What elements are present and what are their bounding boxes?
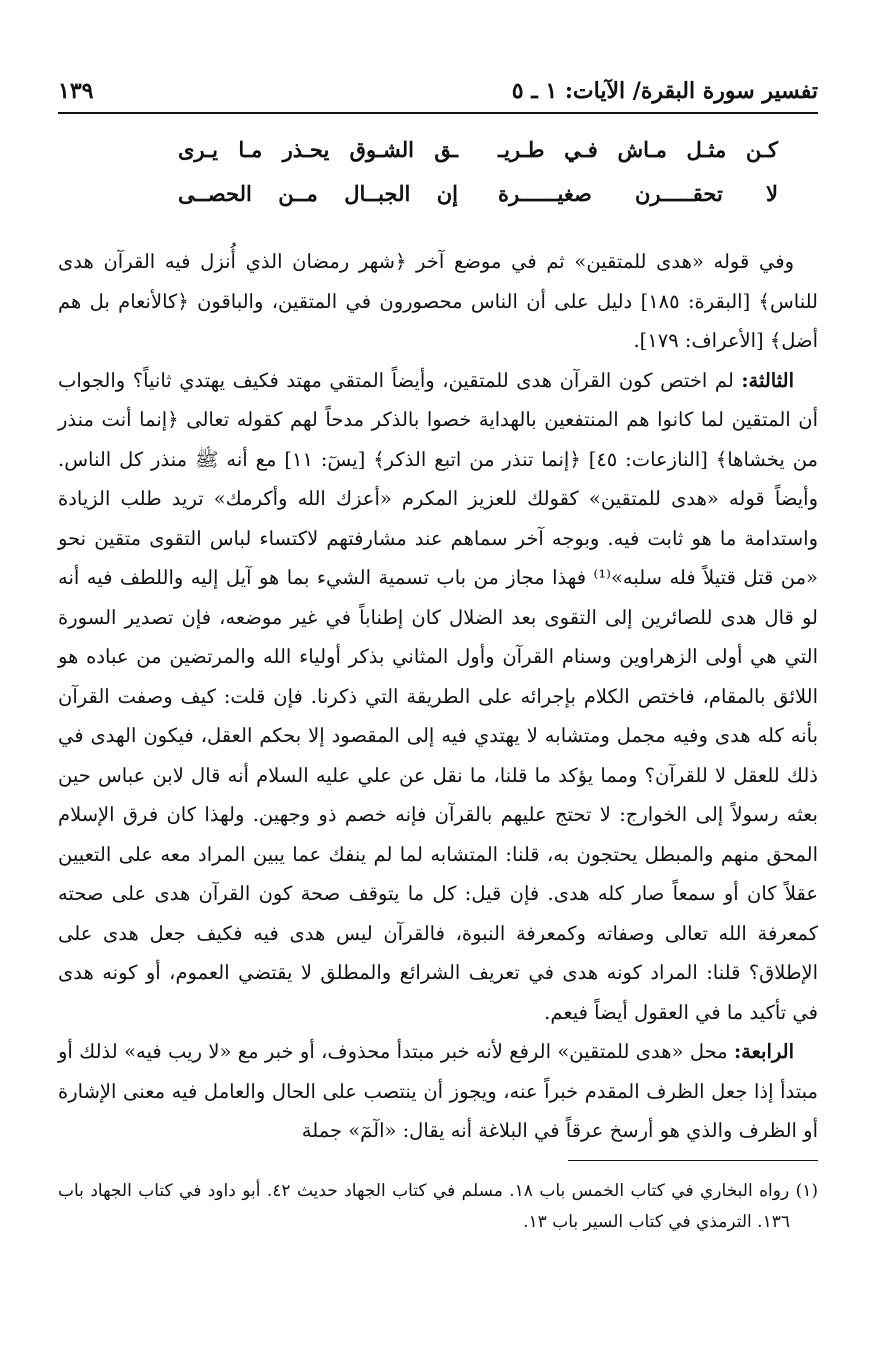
page-number: ١٣٩ xyxy=(58,78,94,104)
poem-second-hemistich: إن الجبــال مــن الحصــى xyxy=(178,181,458,206)
footnote: (١) رواه البخاري في كتاب الخمس باب ١٨. مسلم في كتاب الجهاد حديث ٤٢. أبو داود في كتاب الجهاد باب ١٣٦. الترمذي في كتاب السير باب ١٣. xyxy=(58,1181,818,1232)
paragraph xyxy=(58,361,818,1033)
running-header-title: تفسير سورة البقرة/ الآيات: ١ ـ ٥ xyxy=(511,78,818,104)
paragraph-lead: الرابعة: xyxy=(733,1040,794,1063)
poem-first-hemistich: لا تحقـــــرن صغيــــــرة xyxy=(498,181,778,206)
running-header xyxy=(58,78,818,114)
poem-verses xyxy=(178,128,778,216)
paragraph-text: لم اختص كون القرآن هدى للمتقين، وأيضاً المتقي مهتد فكيف يهتدي ثانياً؟ والجواب أن المتقين لما كانوا هم المنتفعين بالهداية خصوا بالذكر مدحاً لهم كقوله تعالى ﴿إنما أنت منذر من يخشاها﴾ [النازعات: ٤٥] ﴿إنما تنذر من اتبع الذكر﴾ [يسٓ: ١١] مع أنه ﷺ منذر كل الناس. وأيضاً قوله «هدى للمتقين» كقولك للعزيز المكرم «أعزك الله وأكرمك» تريد طلب الزيادة واستدامة ما هو ثابت فيه. وبوجه آخر سماهم عند مشارفتهم لاكتساء لباس التقوى متقين نحو «من قتل قتيلاً فله سلبه»⁽¹⁾ فهذا مجاز من باب تسمية الشيء بما هو آيل إليه واللطف فيه أنه لو قال هدى للصائرين إلى التقوى بعد الضلال كان إطناباً في غير موضعه، فإن تصدير السورة التي هي أولى الزهراوين وسنام القرآن وأول المثاني بذكر أولياء الله والمرتضين من عباده هو اللائق بالمقام، فاختص الكلام بإجرائه على الطريقة التي ذكرنا. فإن قلت: كيف وصفت القرآن بأنه كله هدى وفيه مجمل ومتشابه لا يهتدي فيه إلى المقصود إلا بحكم العقل، فيكون الهدى في ذلك للعقل لا للقرآن؟ ومما يؤكد ما قلنا، ما نقل عن علي عليه السلام أنه قال لابن عباس حين بعثه رسولاً إلى الخوارج: لا تحتج عليهم بالقرآن فإنه خصم ذو وجهين. ولهذا كان فرق الإسلام المحق منهم والمبطل يحتجون به، قلنا: المتشابه لما لم ينفك عما يبين المراد معه على التعيين عقلاً كان أو سمعاً صار كله هدى. فإن قيل: كل ما يتوقف صحة كون القرآن هدى على صحته كمعرفة الله تعالى وصفاته وكمعرفة النبوة، فالقرآن ليس هدى فيه فكيف جعل هدى على الإطلاق؟ قلنا: المراد كونه هدى في تعريف الشرائع والمطلق لا يقتضي العموم، أو كونه هدى في تأكيد ما في العقول أيضاً فيعم. xyxy=(58,368,819,1024)
footnotes xyxy=(58,1176,818,1238)
paragraph xyxy=(58,242,818,361)
book-page xyxy=(58,78,818,1318)
paragraph-text: وفي قوله «هدى للمتقين» ثم في موضع آخر ﴿شهر رمضان الذي أُنزل فيه القرآن هدى للناس﴾ [البقرة: ١٨٥] دليل على أن الناس محصورون في المتقين، والباقون ﴿كالأنعام بل هم أضل﴾ [الأعراف: ١٧٩]. xyxy=(58,250,818,352)
footnote-divider xyxy=(568,1160,818,1161)
poem-second-hemistich: ـق الشـوق يحـذر مـا يـرى xyxy=(178,137,458,162)
body-text xyxy=(58,242,818,1151)
poem-line xyxy=(178,128,778,172)
poem-first-hemistich: كـن مثـل مـاش فـي طـريـ xyxy=(498,137,778,162)
paragraph xyxy=(58,1032,818,1151)
poem-line xyxy=(178,172,778,216)
paragraph-text: محل «هدى للمتقين» الرفع لأنه خبر مبتدأ محذوف، أو خبر مع «لا ريب فيه» لذلك أو مبتدأ إذا جعل الظرف المقدم خبراً عنه، ويجوز أن ينتصب على الحال والعامل فيه معنى الإشارة أو الظرف والذي هو أرسخ عرقاً في البلاغة أنه يقال: «الٓمٓ» جملة xyxy=(58,1040,818,1142)
paragraph-lead: الثالثة: xyxy=(741,368,794,392)
